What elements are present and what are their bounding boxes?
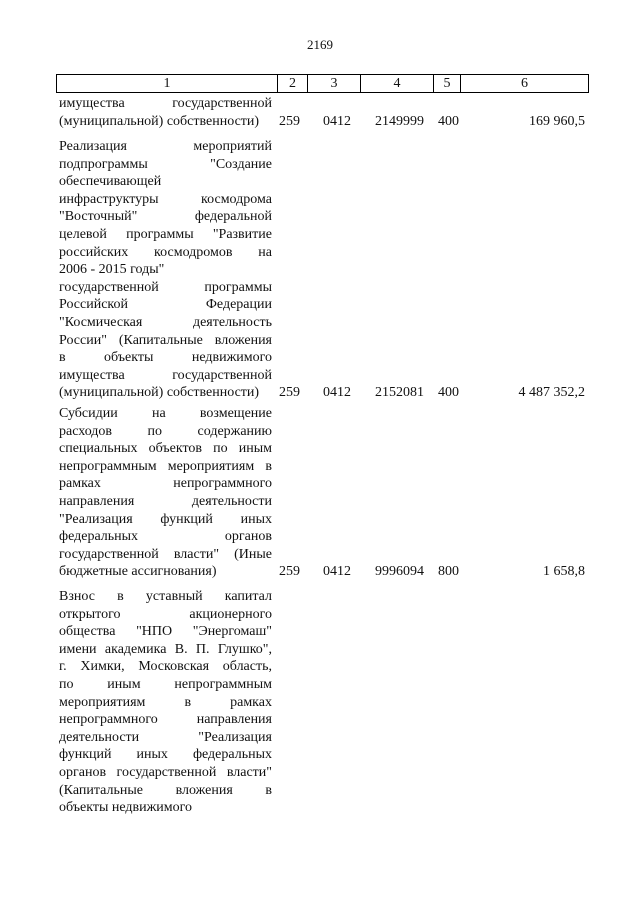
- description-line: мероприятиям в рамках: [59, 694, 272, 710]
- description-line: Реализация мероприятий: [59, 139, 272, 154]
- description-line: "Реализация функций иных: [59, 511, 272, 527]
- description-line: специальных объектов по иным: [59, 441, 272, 457]
- description-line: Российской Федерации: [59, 297, 272, 313]
- cell-ministry-code: 259: [279, 385, 300, 401]
- description-line: органов государственной власти": [59, 764, 272, 780]
- description-line: российских космодромов на: [59, 244, 272, 260]
- description-line: расходов по содержанию: [59, 423, 272, 439]
- row-description: [59, 95, 272, 130]
- description-line: общества "НПО "Энергомаш": [59, 624, 272, 640]
- description-line: имущества государственной: [59, 96, 272, 111]
- cell-target-code: 9996094: [375, 564, 424, 580]
- cell-amount: 1 658,8: [543, 564, 585, 580]
- description-line: непрограммного направления: [59, 712, 272, 728]
- table-header: [56, 74, 589, 93]
- description-line: инфраструктуры космодрома: [59, 191, 272, 207]
- column-header-2: 2: [278, 75, 308, 93]
- column-header-3: 3: [308, 75, 361, 93]
- cell-target-code: 2149999: [375, 113, 424, 129]
- description-line: Субсидии на возмещение: [59, 406, 272, 421]
- description-line: направления деятельности: [59, 493, 272, 509]
- cell-expense-type: 800: [438, 564, 459, 580]
- description-line: федеральных органов: [59, 529, 272, 545]
- row-description: [59, 138, 272, 402]
- description-line: (муниципальной) собственности): [59, 385, 260, 401]
- description-line: имущества государственной: [59, 367, 272, 383]
- cell-ministry-code: 259: [279, 564, 300, 580]
- cell-expense-type: 400: [438, 385, 459, 401]
- cell-amount: 4 487 352,2: [518, 385, 585, 401]
- cell-target-code: 2152081: [375, 385, 424, 401]
- description-line: (Капитальные вложения в: [59, 782, 272, 798]
- cell-section-code: 0412: [323, 385, 351, 401]
- column-header-6: 6: [461, 75, 589, 93]
- column-header-4: 4: [361, 75, 434, 93]
- description-line: "Космическая деятельность: [59, 314, 272, 330]
- description-line: г. Химки, Московская область,: [59, 659, 272, 675]
- description-line: 2006 - 2015 годы": [59, 262, 165, 278]
- description-line: открытого акционерного: [59, 606, 272, 622]
- column-header-5: 5: [434, 75, 461, 93]
- row-description: [59, 405, 272, 581]
- row-description: [59, 588, 272, 817]
- cell-expense-type: 400: [438, 113, 459, 129]
- description-line: бюджетные ассигнования): [59, 564, 217, 580]
- cell-amount: 169 960,5: [529, 113, 585, 129]
- cell-section-code: 0412: [323, 113, 351, 129]
- description-line: государственной программы: [59, 279, 272, 295]
- description-line: государственной власти" (Иные: [59, 546, 272, 562]
- description-line: Взнос в уставный капитал: [59, 589, 272, 604]
- description-line: деятельности "Реализация: [59, 729, 272, 745]
- cell-ministry-code: 259: [279, 113, 300, 129]
- description-line: непрограммным мероприятиям в: [59, 458, 272, 474]
- description-line: в объекты недвижимого: [59, 350, 272, 366]
- description-line: функций иных федеральных: [59, 747, 272, 763]
- description-line: имени академика В. П. Глушко",: [59, 641, 272, 657]
- description-line: (муниципальной) собственности): [59, 113, 260, 129]
- description-line: целевой программы "Развитие: [59, 226, 272, 242]
- description-line: России" (Капитальные вложения: [59, 332, 272, 348]
- description-line: по иным непрограммным: [59, 676, 272, 692]
- cell-section-code: 0412: [323, 564, 351, 580]
- description-line: подпрограммы "Создание: [59, 156, 272, 172]
- description-line: обеспечивающей: [59, 174, 162, 190]
- column-header-1: 1: [57, 75, 278, 93]
- description-line: "Восточный" федеральной: [59, 209, 272, 225]
- description-line: рамках непрограммного: [59, 476, 272, 492]
- description-line: объекты недвижимого: [59, 800, 193, 816]
- page-number: 2169: [307, 37, 333, 52]
